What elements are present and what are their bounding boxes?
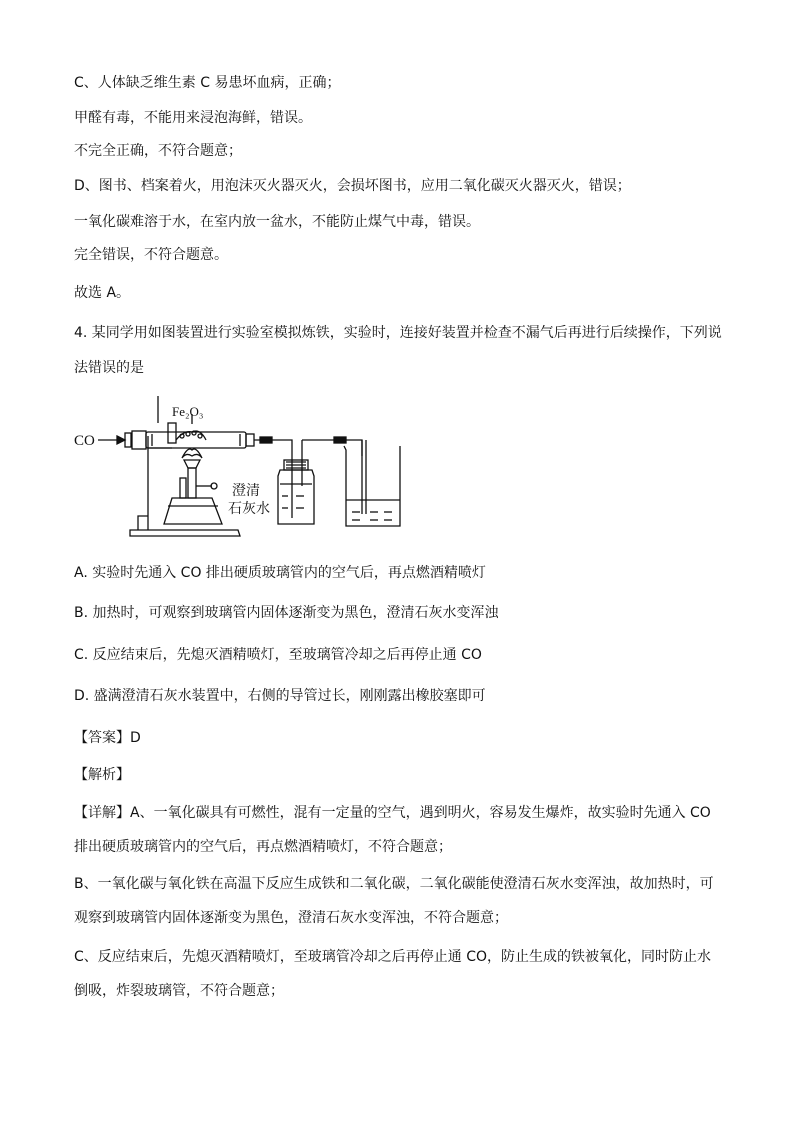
c-line-2: 甲醛有毒，不能用来浸泡海鲜，错误。 bbox=[74, 110, 312, 126]
option-d: D. 盛满澄清石灰水装置中，右侧的导管过长，刚刚露出橡胶塞即可 bbox=[74, 688, 486, 704]
c-line-3: 不完全正确，不符合题意； bbox=[74, 143, 242, 159]
d-line-2: 一氧化碳难溶于水，在室内放一盆水，不能防止煤气中毒，错误。 bbox=[74, 214, 480, 230]
limewater-bottle bbox=[278, 470, 314, 524]
answer-label: 【答案】 bbox=[74, 730, 130, 746]
answer-line bbox=[74, 728, 141, 748]
question-stem-line-1: 4. 某同学用如图装置进行实验室模拟炼铁，实验时，连接好装置并检查不漏气后再进行后续操作，下列说 bbox=[74, 325, 722, 341]
limewater-label-2: 石灰水 bbox=[228, 501, 270, 517]
c-line-1: C、人体缺乏维生素 C 易患坏血病，正确； bbox=[74, 75, 341, 91]
iron-smelting-apparatus-diagram bbox=[72, 396, 552, 544]
analysis-a bbox=[74, 796, 722, 864]
co-label: CO bbox=[74, 433, 95, 449]
analysis-a-text: A、一氧化碳具有可燃性，混有一定量的空气，遇到明火，容易发生爆炸，故实验时先通入 CO 排出硬质玻璃管内的空气后，再点燃酒精喷灯，不符合题意； bbox=[74, 805, 711, 855]
d-line-3: 完全错误，不符合题意。 bbox=[74, 247, 228, 263]
fe2o3-label: Fe₂O₃ bbox=[172, 404, 204, 419]
option-c: C. 反应结束后，先熄灭酒精喷灯，至玻璃管冷却之后再停止通 CO bbox=[74, 647, 482, 663]
d-line-1: D、图书、档案着火，用泡沫灭火器灭火，会损坏图书，应用二氧化碳灭火器灭火，错误； bbox=[74, 178, 631, 194]
beaker bbox=[344, 446, 400, 526]
analysis-c: C、反应结束后，先熄灭酒精喷灯，至玻璃管冷却之后再停止通 CO，防止生成的铁被氧化，同时防止水倒吸，炸裂玻璃管，不符合题意； bbox=[74, 949, 712, 999]
question-stem-line-2: 法错误的是 bbox=[74, 360, 144, 376]
flame bbox=[182, 449, 202, 458]
option-a: A. 实验时先通入 CO 排出硬质玻璃管内的空气后，再点燃酒精喷灯 bbox=[74, 565, 486, 581]
limewater-label-1: 澄清 bbox=[232, 483, 260, 499]
answer-value: D bbox=[130, 730, 141, 746]
choose-answer: 故选 A。 bbox=[74, 285, 131, 301]
stand-base bbox=[130, 530, 240, 536]
analysis-b: B、一氧化碳与氧化铁在高温下反应生成铁和二氧化碳，二氧化碳能使澄清石灰水变浑浊，故加热时，可观察到玻璃管内固体逐渐变为黑色，澄清石灰水变浑浊，不符合题意； bbox=[74, 876, 714, 926]
co-arrow-head bbox=[117, 436, 125, 444]
alcohol-blast-lamp bbox=[164, 498, 222, 524]
analysis-label: 【解析】 bbox=[74, 767, 130, 783]
detail-label: 【详解】 bbox=[74, 805, 130, 821]
option-b: B. 加热时，可观察到玻璃管内固体逐渐变为黑色，澄清石灰水变浑浊 bbox=[74, 605, 499, 621]
